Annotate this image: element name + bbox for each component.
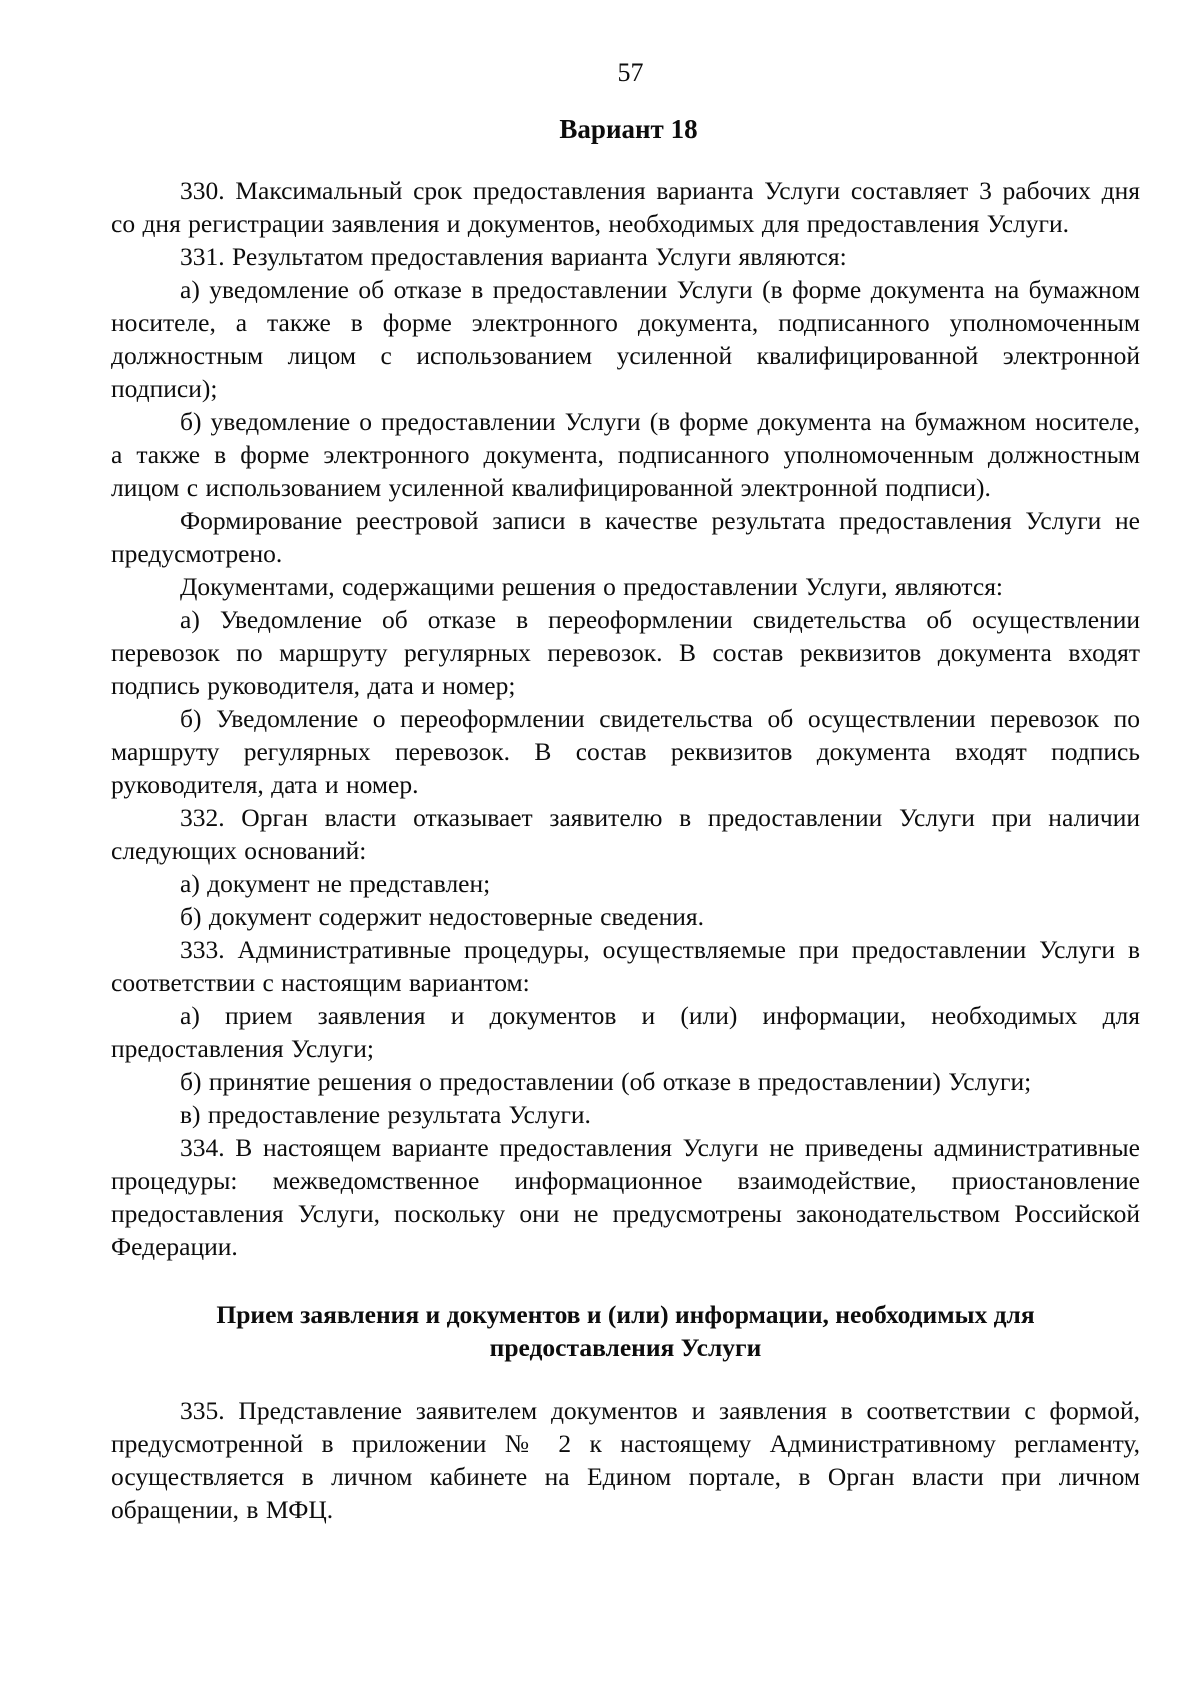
section-heading-line-1: Прием заявления и документов и (или) информации, необходимых для: [216, 1300, 1035, 1329]
paragraph-registry-record: Формирование реестровой записи в качестве результата предоставления Услуги не предусмотрено.: [111, 506, 1140, 568]
section-heading: [111, 1298, 1140, 1364]
paragraph-331-a: а) уведомление об отказе в предоставлении Услуги (в форме документа на бумажном носителе, а также в форме электронного документа, подписанного уполномоченным должностным лицом с использованием усиленной квалифицированной электронной подписи);: [111, 275, 1140, 403]
paragraph-333-b: б) принятие решения о предоставлении (об отказе в предоставлении) Услуги;: [180, 1067, 1032, 1096]
paragraph-333: 333. Административные процедуры, осуществляемые при предоставлении Услуги в соответствии с настоящим вариантом:: [111, 935, 1140, 997]
paragraph-334: 334. В настоящем варианте предоставления Услуги не приведены административные процедуры: межведомственное информационное взаимодействие, приостановление предоставления Услуги, поскольку они не предусмотрены законодательством Российской Федерации.: [111, 1133, 1140, 1261]
paragraph-330: 330. Максимальный срок предоставления варианта Услуги составляет 3 рабочих дня со дня регистрации заявления и документов, необходимых для предоставления Услуги.: [111, 176, 1140, 238]
paragraph-decision-documents-a: а) Уведомление об отказе в переоформлении свидетельства об осуществлении перевозок по маршруту регулярных перевозок. В состав реквизитов документа входят подпись руководителя, дата и номер;: [111, 605, 1140, 700]
paragraph-335: 335. Представление заявителем документов и заявления в соответствии с формой, предусмотренной в приложении № 2 к настоящему Административному регламенту, осуществляется в личном кабинете на Едином портале, в Орган власти при личном обращении, в МФЦ.: [111, 1396, 1140, 1524]
paragraph-332-b: б) документ содержит недостоверные сведения.: [180, 902, 704, 931]
paragraph-333-c: в) предоставление результата Услуги.: [180, 1100, 591, 1129]
variant-heading: Вариант 18: [559, 114, 698, 144]
paragraph-331-b: б) уведомление о предоставлении Услуги (в форме документа на бумажном носителе, а также в форме электронного документа, подписанного уполномоченным должностным лицом с использованием усиленной квалифицированной электронной подписи).: [111, 407, 1140, 502]
paragraph-decision-documents-b: б) Уведомление о переоформлении свидетельства об осуществлении перевозок по маршруту регулярных перевозок. В состав реквизитов документа входят подпись руководителя, дата и номер.: [111, 704, 1140, 799]
paragraph-332-a: а) документ не представлен;: [180, 869, 491, 898]
page-number: 57: [617, 58, 644, 87]
paragraph-332: 332. Орган власти отказывает заявителю в предоставлении Услуги при наличии следующих оснований:: [111, 803, 1140, 865]
paragraph-331: 331. Результатом предоставления варианта Услуги являются:: [180, 242, 847, 271]
paragraph-decision-documents: Документами, содержащими решения о предоставлении Услуги, являются:: [180, 572, 1004, 601]
section-heading-line-2: предоставления Услуги: [489, 1333, 762, 1362]
paragraph-333-a: а) прием заявления и документов и (или) информации, необходимых для предоставления Услуги;: [111, 1001, 1140, 1063]
